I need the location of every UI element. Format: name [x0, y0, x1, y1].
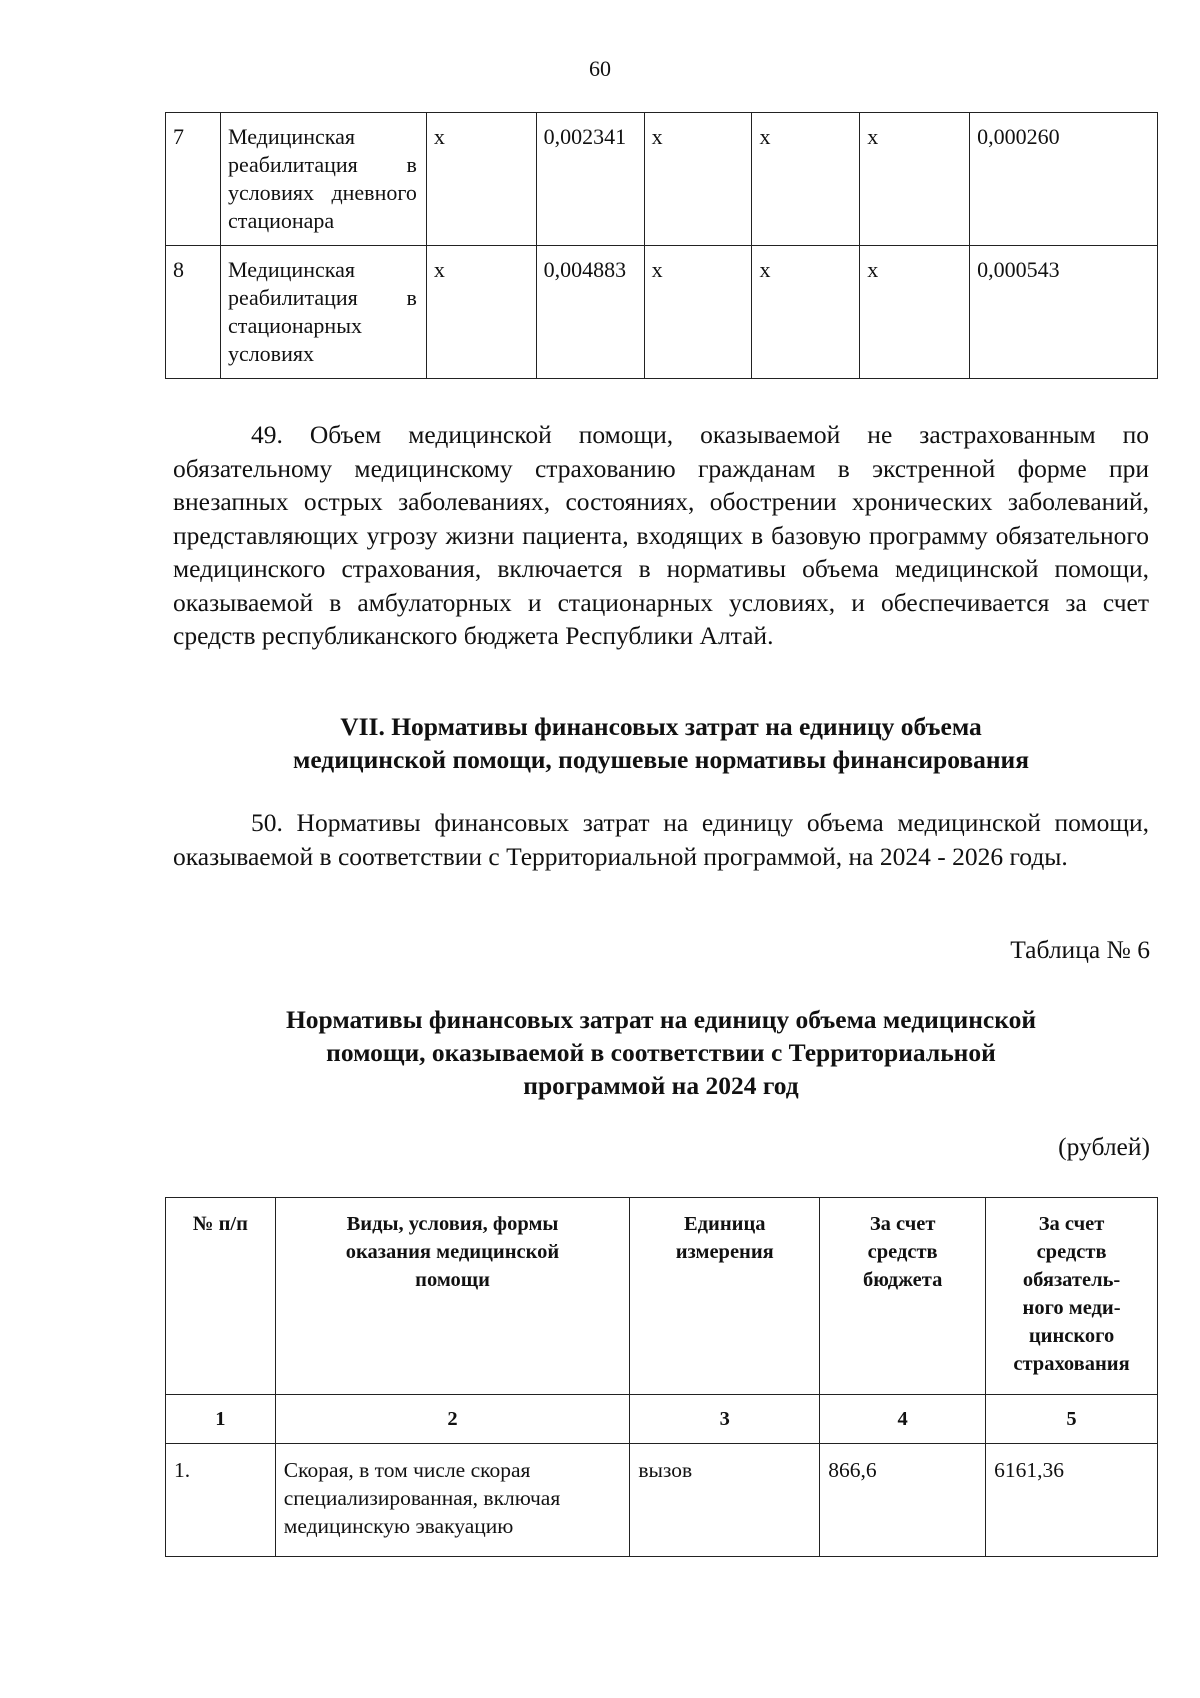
section-heading-line: медицинской помощи, подушевые нормативы финансирования — [292, 745, 1030, 774]
cell: х — [426, 246, 536, 379]
column-number-row — [166, 1395, 1158, 1444]
cell: 0,002341 — [536, 113, 644, 246]
cell: х — [644, 246, 752, 379]
header-unit: Единица измерения — [630, 1198, 820, 1395]
row-number: 7 — [166, 113, 221, 246]
desc-line: Медицинская — [227, 257, 355, 282]
header-oms-line: средств — [1036, 1241, 1107, 1263]
units-note: (рублей) — [1058, 1132, 1150, 1161]
header-budget: За счет средств бюджета — [820, 1198, 986, 1395]
desc-line: реабилитация в — [227, 285, 417, 310]
row-oms: 6161,36 — [986, 1444, 1158, 1557]
desc-line: условиях дневного — [227, 180, 417, 205]
column-number: 4 — [820, 1395, 986, 1444]
row-description — [220, 246, 426, 379]
paragraph-49: 49. Объем медицинской помощи, оказываемой не застрахованным по обязательному медицинскому страхованию гражданам в экстренной форме при внезапных острых заболеваниях, состояниях, обострении хронических заболеваний, представляющих угрозу жизни пациента, входящих в базовую программу обязательного медицинского страхования, включается в нормативы объема медицинской помощи, оказываемой в амбулаторных и стационарных условиях, и обеспечивается за счет средств республиканского бюджета Республики Алтай. — [173, 420, 1149, 650]
column-number: 3 — [630, 1395, 820, 1444]
table-title-line: программой на 2024 год — [523, 1071, 799, 1100]
section-heading — [173, 710, 1149, 776]
table-label: Таблица № 6 — [1010, 935, 1150, 964]
cell: 0,000543 — [970, 246, 1158, 379]
cell: 0,000260 — [970, 113, 1158, 246]
cell: х — [752, 113, 860, 246]
cell: х — [860, 113, 970, 246]
header-oms — [986, 1198, 1158, 1395]
table-row — [166, 1444, 1158, 1557]
table-header-row — [166, 1198, 1158, 1395]
row-description — [220, 113, 426, 246]
desc-line: реабилитация в — [227, 152, 417, 177]
row-budget: 866,6 — [820, 1444, 986, 1557]
header-oms-line: обязатель- — [1022, 1269, 1121, 1291]
column-number: 1 — [166, 1395, 276, 1444]
row-number: 1. — [166, 1444, 276, 1557]
header-oms-line: За счет — [1038, 1213, 1105, 1235]
table-row — [166, 246, 1158, 379]
desc-line: стационара — [227, 208, 335, 233]
page-number: 60 — [589, 56, 611, 81]
cell: х — [426, 113, 536, 246]
row-unit: вызов — [630, 1444, 820, 1557]
table-title-line: Нормативы финансовых затрат на единицу объема медицинской — [285, 1005, 1037, 1034]
header-number: № п/п — [166, 1198, 276, 1395]
desc-line: стационарных — [227, 313, 362, 338]
cell: х — [752, 246, 860, 379]
table-title-line: помощи, оказываемой в соответствии с Территориальной — [326, 1038, 996, 1067]
section-heading-line: VII. Нормативы финансовых затрат на единицу объема — [340, 712, 982, 741]
header-oms-line: ного меди- — [1022, 1297, 1121, 1319]
column-number: 5 — [986, 1395, 1158, 1444]
desc-line: условиях — [227, 341, 314, 366]
top-continuation-table — [165, 112, 1158, 379]
cell: х — [860, 246, 970, 379]
column-number: 2 — [275, 1395, 630, 1444]
cell: х — [644, 113, 752, 246]
cell: 0,004883 — [536, 246, 644, 379]
header-oms-line: цинского — [1028, 1325, 1115, 1347]
table-row — [166, 113, 1158, 246]
header-oms-line: страхования — [1013, 1353, 1130, 1375]
table-6 — [165, 1197, 1158, 1557]
row-number: 8 — [166, 246, 221, 379]
desc-line: Медицинская — [227, 124, 355, 149]
header-kind: Виды, условия, формы оказания медицинской помощи — [275, 1198, 630, 1395]
row-kind: Скорая, в том числе скорая специализированная, включая медицинскую эвакуацию — [275, 1444, 630, 1557]
paragraph-50: 50. Нормативы финансовых затрат на единицу объема медицинской помощи, оказываемой в соответствии с Территориальной программой, на 2024 - 2026 годы. — [173, 808, 1149, 871]
table-title — [173, 1003, 1149, 1102]
